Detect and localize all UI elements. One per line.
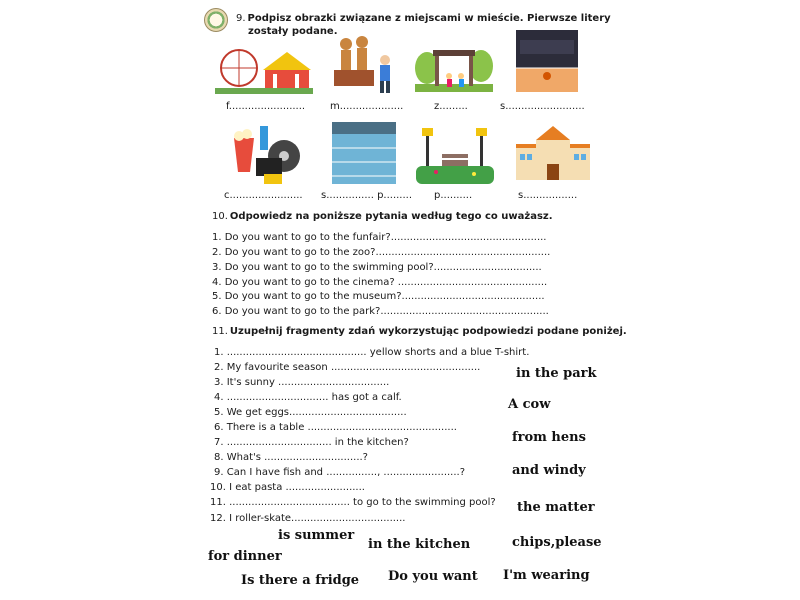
- hint-the-matter: the matter: [517, 500, 595, 515]
- exercise-10-instruction: Odpowiedz na poniższe pytania według tego co uważasz.: [229, 211, 553, 222]
- exercise-9-instruction: Podpisz obrazki związane z miejscami w mieście. Pierwsze litery: [247, 13, 611, 24]
- exercise-9-number: 9.: [236, 13, 246, 24]
- sentence-3: 3. It's sunny ...................................: [214, 377, 390, 388]
- exercise-10-heading: [212, 210, 553, 223]
- hint-from-hens: from hens: [512, 430, 586, 445]
- question-2: 2. Do you want to go to the zoo?.......................................................: [212, 247, 551, 258]
- caption-7: p..........: [434, 190, 473, 201]
- school-picture: [514, 124, 592, 182]
- question-6: 6. Do you want to go to the park?.....................................................: [212, 306, 549, 317]
- swimming-pool-picture: [332, 122, 396, 184]
- sentence-1: 1. ............................................ yellow shorts and a blue T-shirt.: [214, 347, 530, 358]
- question-1: 1. Do you want to go to the funfair?.................................................: [212, 232, 547, 243]
- caption-1: f........................: [226, 101, 306, 112]
- exercise-9-instruction-line2: zostały podane.: [248, 26, 338, 37]
- caption-8: s.................: [518, 190, 578, 201]
- hint-is-summer: is summer: [278, 528, 355, 543]
- exercise-11-instruction: Uzupełnij fragmenty zdań wykorzystując podpowiedzi podane poniżej.: [229, 326, 627, 337]
- caption-3: z.........: [434, 101, 468, 112]
- question-4: 4. Do you want to go to the cinema? ...............................................: [212, 277, 548, 288]
- exercise-11-heading: [212, 325, 627, 338]
- question-3: 3. Do you want to go to the swimming pool?..................................: [212, 262, 542, 273]
- sentence-10: 10. I eat pasta .........................: [210, 482, 365, 493]
- sentence-7: 7. ................................. in the kitchen?: [214, 437, 409, 448]
- exercise-11-number: 11.: [212, 326, 228, 337]
- hint-is-there-a-fridge: Is there a fridge: [241, 573, 360, 588]
- hint-and-windy: and windy: [512, 463, 586, 478]
- sentence-4: 4. ................................ has got a calf.: [214, 392, 402, 403]
- sports-hall-picture: [516, 30, 578, 92]
- caption-5: c.......................: [224, 190, 303, 201]
- exercise-9-heading: [236, 12, 611, 25]
- hint-im-wearing: I'm wearing: [503, 568, 590, 583]
- exercise-10-number: 10.: [212, 211, 228, 222]
- sentence-2: 2. My favourite season ...............................................: [214, 362, 481, 373]
- sentence-8: 8. What's ...............................?: [214, 452, 368, 463]
- hint-in-the-park: in the park: [516, 366, 597, 381]
- caption-2: m....................: [330, 101, 404, 112]
- park-picture: [416, 126, 494, 186]
- hint-a-cow: A cow: [508, 397, 551, 412]
- question-5: 5. Do you want to go to the museum?.............................................: [212, 291, 545, 302]
- hint-for-dinner: for dinner: [208, 549, 282, 564]
- zoo-picture: [415, 44, 493, 92]
- caption-6: s............... p.........: [321, 190, 413, 201]
- museum-picture: [330, 30, 396, 94]
- sentence-9: 9. Can I have fish and ................, ........................?: [214, 467, 466, 478]
- sentence-12: 12. I roller-skate....................................: [210, 513, 406, 524]
- sentence-11: 11. ...................................... to go to the swimming pool?: [210, 497, 496, 508]
- sentence-5: 5. We get eggs.....................................: [214, 407, 407, 418]
- funfair-picture: [215, 44, 313, 94]
- hint-chips-please: chips,please: [512, 535, 602, 550]
- sentence-6: 6. There is a table ...............................................: [214, 422, 457, 433]
- caption-4: s.........................: [500, 101, 585, 112]
- hint-in-the-kitchen: in the kitchen: [368, 537, 471, 552]
- cinema-picture: [230, 122, 306, 186]
- hint-do-you-want: Do you want: [388, 569, 478, 584]
- worksheet-logo-icon: [204, 8, 228, 32]
